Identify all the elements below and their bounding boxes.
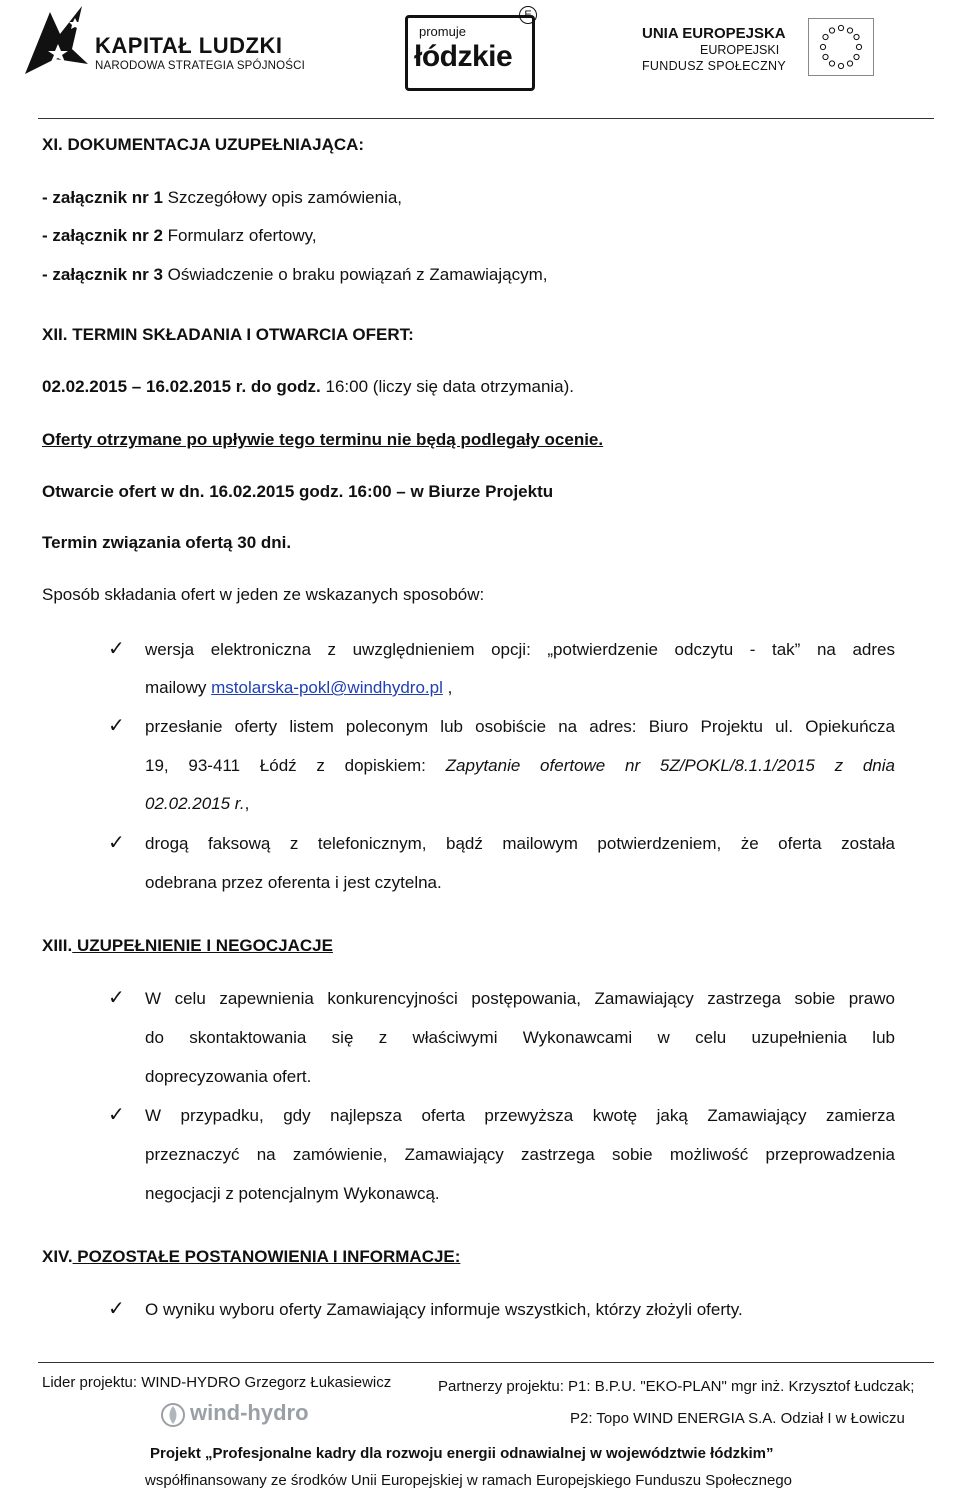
negotiation-p2-line-3: negocjacji z potencjalnym Wykonawcą. (145, 1184, 440, 1203)
project-leader: Lider projektu: WIND-HYDRO Grzegorz Łukasiewicz (42, 1374, 392, 1391)
partners-line-2: P2: Topo WIND ENERGIA S.A. Odział I w Łowiczu (570, 1410, 905, 1427)
section-14-heading (42, 1247, 460, 1267)
check-icon: ✓ (108, 715, 125, 737)
kapital-ludzki-title: KAPITAŁ LUDZKI (95, 33, 283, 58)
late-offers-note: Oferty otrzymane po upływie tego terminu nie będą podlegały ocenie. (42, 430, 604, 449)
section-13-title: UZUPEŁNIENIE I NEGOCJACJE (72, 936, 333, 955)
page-header (0, 0, 960, 118)
kapital-ludzki-logo-icon (20, 4, 90, 78)
method-1-line-2 (145, 678, 452, 698)
wind-hydro-logo (160, 1400, 360, 1432)
attachment-2-text: Formularz ofertowy, (162, 226, 317, 245)
method-1-suffix: , (442, 678, 453, 697)
method-2-line-3 (145, 794, 249, 814)
cofinance-note: współfinansowany ze środków Unii Europejskiej w ramach Europejskiego Funduszu Społecznego (145, 1472, 793, 1489)
kapital-ludzki-subtitle: NARODOWA STRATEGIA SPÓJNOŚCI (95, 60, 306, 72)
method-3-line-2: odebrana przez oferenta i jest czytelna. (145, 873, 442, 892)
wind-hydro-logo-icon (160, 1402, 186, 1428)
eu-flag-icon (808, 18, 874, 76)
check-icon: ✓ (108, 1298, 125, 1320)
check-icon: ✓ (108, 832, 125, 854)
results-info: O wyniku wyboru oferty Zamawiający informuje wszystkich, którzy złożyli oferty. (145, 1300, 743, 1319)
section-13-number: XIII. (42, 936, 73, 955)
section-14-number: XIV. (42, 1247, 73, 1266)
negotiation-p2-line-2: przeznaczyć na zamówienie, Zamawiający zastrzega sobie możliwość przeprowadzenia (145, 1145, 895, 1164)
method-2-comma: , (244, 794, 250, 813)
header-divider (38, 118, 934, 119)
partners-line-1: Partnerzy projektu: P1: B.P.U. "EKO-PLAN" mgr inż. Krzysztof Łudczak; (438, 1378, 915, 1395)
attachment-2-label: - załącznik nr 2 (42, 226, 163, 245)
deadline-dates: 02.02.2015 – 16.02.2015 r. do godz. (42, 377, 321, 396)
lodzkie-logo-mark: E (519, 6, 537, 24)
project-title: Projekt „Profesjonalne kadry dla rozwoju energii odnawialnej w województwie łódzkim” (150, 1445, 774, 1462)
method-2-address: 19, 93-411 Łódź z dopiskiem: (145, 756, 446, 775)
lodzkie-logo-main: łódzkie (414, 40, 513, 73)
lodzkie-logo-top: promuje (419, 24, 466, 39)
attachment-2 (42, 226, 317, 246)
ue-logo-line1: UNIA EUROPEJSKA (642, 25, 786, 42)
attachment-3-text: Oświadczenie o braku powiązań z Zamawiającym, (162, 265, 548, 284)
section-12-heading: XII. TERMIN SKŁADANIA I OTWARCIA OFERT: (42, 325, 414, 344)
negotiation-p2-line-1: W przypadku, gdy najlepsza oferta przewyższa kwotę jaką Zamawiający zamierza (145, 1106, 895, 1125)
footer-divider (38, 1362, 934, 1363)
negotiation-p1-line-3: doprecyzowania ofert. (145, 1067, 312, 1086)
opening-info: Otwarcie ofert w dn. 16.02.2015 godz. 16:00 – w Biurze Projektu (42, 482, 554, 501)
attachment-1-label: - załącznik nr 1 (42, 188, 163, 207)
attachment-1-text: Szczegółowy opis zamówienia, (162, 188, 402, 207)
check-icon: ✓ (108, 1104, 125, 1126)
deadline-rest: 16:00 (liczy się data otrzymania). (320, 377, 575, 396)
section-14-title: POZOSTAŁE POSTANOWIENIA I INFORMACJE: (72, 1247, 461, 1266)
method-2-line-1: przesłanie oferty listem poleconym lub osobiście na adres: Biuro Projektu ul. Opiekuńcza (145, 717, 895, 736)
section-11-heading: XI. DOKUMENTACJA UZUPEŁNIAJĄCA: (42, 135, 365, 154)
ue-logo-line3: FUNDUSZ SPOŁECZNY (642, 59, 787, 73)
binding-period: Termin związania ofertą 30 dni. (42, 533, 292, 552)
wind-hydro-logo-text: wind-hydro (190, 1400, 309, 1425)
negotiation-p1-line-1: W celu zapewnienia konkurencyjności postępowania, Zamawiający zastrzega sobie prawo (145, 989, 895, 1008)
ue-logo-line2: EUROPEJSKI (700, 43, 780, 57)
method-3-line-1: drogą faksową z telefonicznym, bądź mailowym potwierdzeniem, że oferta została (145, 834, 895, 853)
section-13-heading (42, 936, 333, 956)
negotiation-p1-line-2: do skontaktowania się z właściwymi Wykonawcami w celu uzupełnienia lub (145, 1028, 895, 1047)
attachment-1 (42, 188, 402, 208)
check-icon: ✓ (108, 987, 125, 1009)
submission-deadline (42, 377, 574, 397)
method-2-date: 02.02.2015 r. (145, 794, 245, 813)
method-1-prefix: mailowy (145, 678, 212, 697)
method-2-note: Zapytanie ofertowe nr 5Z/POKL/8.1.1/2015 z dnia (445, 756, 895, 775)
attachment-3-label: - załącznik nr 3 (42, 265, 163, 284)
email-link[interactable]: mstolarska-pokl@windhydro.pl (211, 678, 443, 697)
attachment-3 (42, 265, 548, 285)
check-icon: ✓ (108, 638, 125, 660)
methods-intro: Sposób składania ofert w jeden ze wskazanych sposobów: (42, 585, 485, 604)
method-1-line-1: wersja elektroniczna z uwzględnieniem opcji: „potwierdzenie odczytu - tak” na adres (145, 640, 895, 659)
method-2-line-2 (145, 756, 895, 776)
